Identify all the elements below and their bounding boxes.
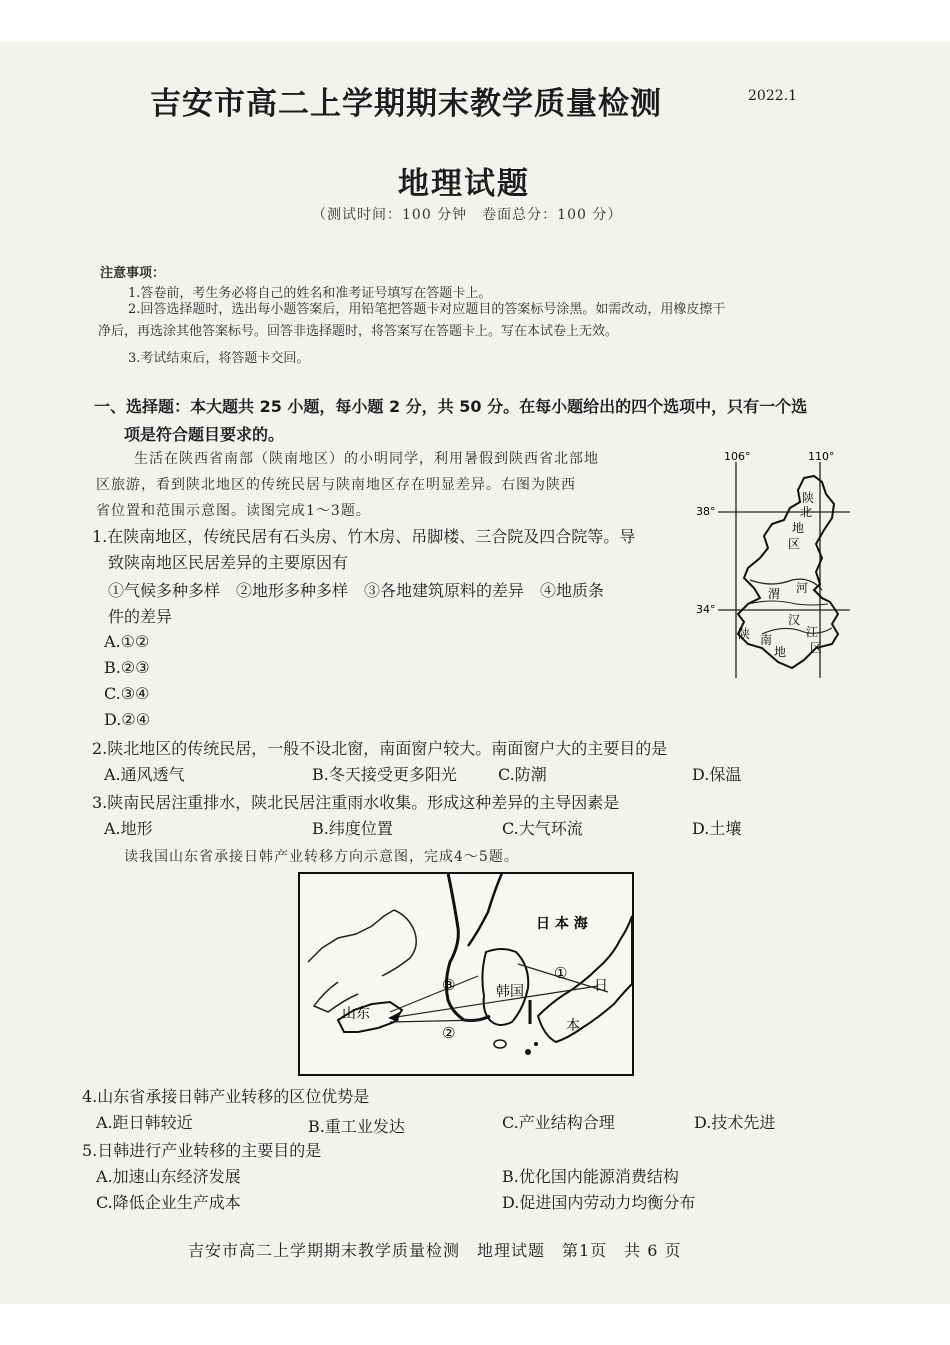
intro1-line3: 省位置和范围示意图。读图完成1～3题。 — [96, 503, 371, 519]
notice-item-1: 1.答卷前，考生务必将自己的姓名和准考证号填写在答题卡上。 — [128, 286, 492, 301]
notice-heading: 注意事项： — [100, 266, 166, 281]
map-label-jiang: 江 — [806, 625, 819, 639]
q2-stem: 2.陕北地区的传统民居，一般不设北窗，南面窗户较大。南面窗户大的主要目的是 — [92, 739, 668, 758]
intro1-line1: 生活在陕西省南部（陕南地区）的小明同学，利用暑假到陕西省北部地 — [134, 451, 599, 467]
section-heading-line1: 一、选择题：本大题共 25 小题，每小题 2 分，共 50 分。在每小题给出的四个选项中，只有一个选 — [94, 397, 808, 416]
sea-of-japan-label: 日 本 海 — [536, 916, 588, 932]
lat-38-label: 38° — [696, 505, 716, 518]
japan-label-1: 日 — [594, 978, 608, 994]
q1-statements-line2: 件的差异 — [108, 607, 173, 626]
section-heading-line2: 项是符合题目要求的。 — [124, 425, 285, 444]
map-label-han: 汉 — [788, 613, 801, 627]
exam-date: 2022.1 — [748, 88, 797, 104]
q3-option-b: B.纬度位置 — [312, 819, 393, 838]
map-label-qu-s: 区 — [810, 641, 823, 655]
map-label-qu: 区 — [788, 537, 801, 551]
map-label-shaan-s: 陕 — [738, 627, 751, 641]
q4-stem: 4.山东省承接日韩产业转移的区位优势是 — [82, 1087, 370, 1106]
japan-label-2: 本 — [566, 1018, 580, 1034]
q2-option-a: A.通风透气 — [104, 765, 185, 784]
q3-option-a: A.地形 — [104, 819, 153, 838]
q1-option-d: D.②④ — [104, 710, 151, 729]
q5-option-a: A.加速山东经济发展 — [96, 1167, 241, 1186]
q1-option-a: A.①② — [104, 632, 150, 651]
q3-option-c: C.大气环流 — [502, 819, 583, 838]
q4-option-a: A.距日韩较近 — [96, 1113, 193, 1132]
q4-option-b: B.重工业发达 — [308, 1117, 405, 1136]
q2-option-d: D.保温 — [692, 765, 742, 784]
map-label-di-s: 地 — [774, 645, 787, 659]
map-label-di: 地 — [792, 521, 805, 535]
page-footer: 吉安市高二上学期期末教学质量检测 地理试题 第1页 共 6 页 — [188, 1241, 682, 1260]
subject-title: 地理试题 — [398, 166, 530, 202]
exam-title: 吉安市高二上学期期末教学质量检测 — [150, 86, 662, 122]
q5-stem: 5.日韩进行产业转移的主要目的是 — [82, 1141, 322, 1160]
q1-stem-line1: 1.在陕南地区，传统民居有石头房、竹木房、吊脚楼、三合院及四合院等。导 — [92, 527, 636, 546]
map-label-shaan: 陕 — [802, 491, 815, 505]
lon-106-label: 106° — [724, 450, 751, 463]
lon-110-label: 110° — [808, 450, 835, 463]
map-label-wei: 渭 — [768, 587, 781, 601]
q3-stem: 3.陕南民居注重排水，陕北民居注重雨水收集。形成这种差异的主导因素是 — [92, 793, 620, 812]
exam-meta: （测试时间：100 分钟 卷面总分：100 分） — [312, 207, 623, 223]
q5-option-c: C.降低企业生产成本 — [96, 1193, 241, 1212]
map-label-bei: 北 — [800, 505, 813, 519]
q2-option-b: B.冬天接受更多阳光 — [312, 765, 457, 784]
q5-option-b: B.优化国内能源消费结构 — [502, 1167, 679, 1186]
industry-transfer-map — [298, 872, 636, 1078]
q3-option-d: D.土壤 — [692, 819, 742, 838]
intro2: 读我国山东省承接日韩产业转移方向示意图，完成4～5题。 — [124, 849, 519, 865]
route-1-label: ① — [554, 964, 568, 982]
shandong-label: 山东 — [342, 1006, 370, 1022]
route-3-label: ③ — [442, 976, 456, 994]
q1-statements-line1: ①气候多种多样 ②地形多种多样 ③各地建筑原料的差异 ④地质条 — [108, 581, 605, 600]
korea-label: 韩国 — [496, 984, 524, 1000]
route-2-label: ② — [442, 1024, 456, 1042]
shaanxi-map — [692, 448, 862, 688]
notice-item-2b: 净后，再选涂其他答案标号。回答非选择题时，将答案写在答题卡上。写在本试卷上无效。 — [98, 324, 619, 339]
q4-option-c: C.产业结构合理 — [502, 1113, 615, 1132]
lat-34-label: 34° — [696, 603, 716, 616]
q5-option-d: D.促进国内劳动力均衡分布 — [502, 1193, 696, 1212]
notice-item-2a: 2.回答选择题时，选出每小题答案后，用铅笔把答题卡对应题目的答案标号涂黑。如需改动，用橡皮擦干 — [128, 302, 726, 317]
map-label-nan: 南 — [760, 633, 773, 647]
q1-option-b: B.②③ — [104, 658, 150, 677]
q4-option-d: D.技术先进 — [694, 1113, 776, 1132]
q2-option-c: C.防潮 — [498, 765, 547, 784]
intro1-line2: 区旅游，看到陕北地区的传统民居与陕南地区存在明显差异。右图为陕西 — [96, 477, 576, 493]
q1-option-c: C.③④ — [104, 684, 150, 703]
q1-stem-line2: 致陕南地区民居差异的主要原因有 — [108, 553, 349, 572]
notice-item-3: 3.考试结束后，将答题卡交回。 — [128, 351, 310, 366]
map-label-he: 河 — [796, 581, 809, 595]
